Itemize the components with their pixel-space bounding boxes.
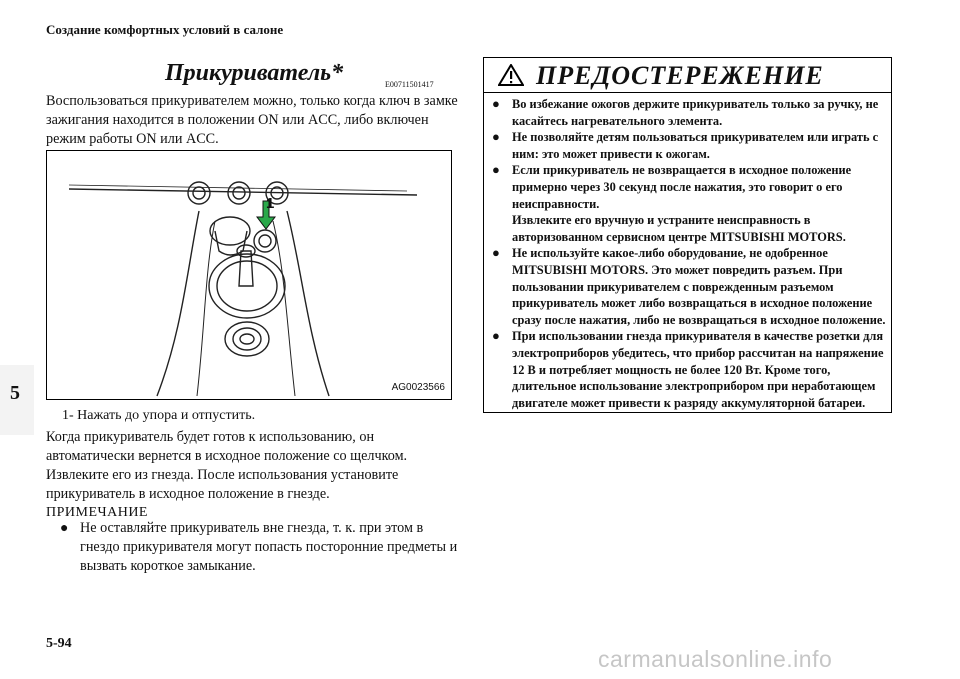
bullet-icon: ● bbox=[492, 96, 500, 111]
note-heading: ПРИМЕЧАНИЕ bbox=[46, 505, 148, 520]
warning-item-text: Во избежание ожогов держите прикуриватель только за ручку, не касайтесь нагревательного элемента. bbox=[512, 97, 879, 128]
bullet-icon: ● bbox=[492, 245, 500, 261]
section-title: Прикуриватель* bbox=[165, 60, 344, 86]
warning-item bbox=[492, 245, 887, 328]
callout-caption: 1- Нажать до упора и отпустить. bbox=[62, 408, 256, 423]
warning-item bbox=[492, 328, 887, 411]
warning-title: ПРЕДОСТЕРЕЖЕНИЕ bbox=[536, 61, 824, 90]
warning-item-continued bbox=[492, 212, 887, 245]
cigarette-lighter-figure bbox=[46, 150, 452, 400]
watermark[interactable]: carmanualsonline.info bbox=[598, 646, 833, 672]
warning-item-text: Не используйте какое-либо оборудование, не одобренное MITSUBISHI MOTORS. Это может повредить разъем. При пользовании прикуривателем с поврежденным разъемом прикуриватель может либо возвращаться в исходное положение сразу после нажатия, либо не возвращаться в исходное положение. bbox=[512, 246, 886, 327]
body-paragraph: Когда прикуриватель будет готов к использованию, он автоматически вернется в исходное положение со щелчком. Извлеките его из гнезда. После использования установите прикуриватель в исходное положение в гнезде. bbox=[46, 429, 408, 502]
warning-item-text: Извлеките его вручную и устраните неисправность в авторизованном сервисном центре MITSUBISHI MOTORS. bbox=[512, 213, 846, 244]
note-item-text: Не оставляйте прикуриватель вне гнезда, т. к. при этом в гнездо прикуривателя могут попасть посторонние предметы и вызвать короткое замыкание. bbox=[80, 520, 458, 574]
warning-box bbox=[483, 57, 892, 413]
warning-list bbox=[492, 96, 887, 411]
warning-item-text: Не позволяйте детям пользоваться прикуривателем или играть с ним: это может привести к ожогам. bbox=[512, 130, 879, 161]
bullet-icon: ● bbox=[492, 328, 500, 344]
callout-number: 1 bbox=[266, 195, 275, 212]
warning-triangle-icon bbox=[498, 64, 524, 86]
warning-title-bar bbox=[484, 58, 891, 93]
chapter-number: 5 bbox=[10, 382, 20, 404]
center-console-illustration bbox=[47, 151, 451, 399]
warning-item-text: При использовании гнезда прикуривателя в качестве розетки для электроприборов убедитесь, что прибор рассчитан на напряжение 12 В и потребляет мощность не более 120 Вт. Кроме того, длительное использование электроприбором при неработающем двигателе может привести к разряду аккумуляторной батареи. bbox=[512, 329, 884, 410]
intro-paragraph: Воспользоваться прикуривателем можно, только когда ключ в замке зажигания находится в положении ON или ACC, либо включен режим работы ON или ACC. bbox=[46, 93, 458, 147]
running-header: Создание комфортных условий в салоне bbox=[46, 22, 284, 37]
note-item bbox=[62, 519, 462, 576]
warning-item-text: Если прикуриватель не возвращается в исходное положение примерно через 30 секунд после нажатия, это говорит о его неисправности. bbox=[512, 163, 852, 211]
bullet-icon: ● bbox=[492, 129, 500, 145]
warning-item bbox=[492, 96, 887, 129]
page-number: 5-94 bbox=[46, 636, 72, 651]
section-code: E00711501417 bbox=[385, 80, 434, 89]
bullet-icon: ● bbox=[492, 162, 500, 178]
bullet-icon: ● bbox=[60, 521, 69, 536]
warning-item bbox=[492, 129, 887, 162]
warning-item bbox=[492, 162, 887, 212]
figure-code: AG0023566 bbox=[391, 382, 445, 393]
